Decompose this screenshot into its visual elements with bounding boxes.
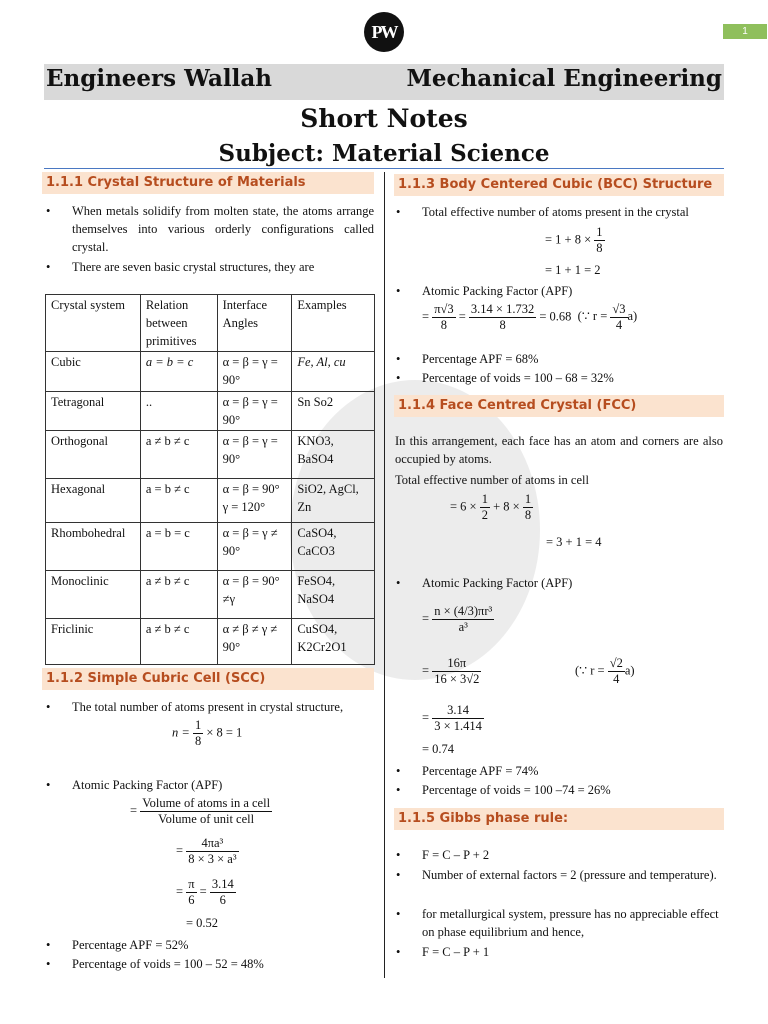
equation-step: = $\frac{\text{4πa³}}{\text{8 × 3 × a³}}$ [176, 836, 237, 866]
section-heading-1-1-4: 1.1.4 Face Centred Crystal (FCC) [394, 395, 724, 417]
table-header-row [46, 295, 375, 352]
table-cell: Orthogonal [46, 431, 141, 479]
table-cell: Monoclinic [46, 571, 141, 619]
table-cell: α = β = 90° γ = 120° [217, 479, 292, 523]
table-row [46, 523, 375, 571]
paragraph-text: In this arrangement, each face has an atom and corners are also occupied by atoms. [395, 434, 723, 466]
paragraph-text: Total effective number of atoms in cell [395, 473, 589, 487]
equation-result: = 0.74 [422, 742, 455, 756]
table-cell: Sn So2 [292, 392, 375, 431]
bullet-text: • Percentage of voids = 100 –74 = 26% [422, 781, 724, 799]
table-cell: Fe, Al, cu [292, 352, 375, 392]
title-divider [44, 168, 724, 169]
page-subtitle: Subject: Material Science [218, 140, 550, 167]
table-cell: α = β = 90° ≠γ [217, 571, 292, 619]
table-row [46, 392, 375, 431]
bullet-text: • F = C – P + 2 [422, 846, 724, 864]
table-row [46, 479, 375, 523]
bullet-text: • Percentage APF = 68% [422, 350, 724, 368]
table-header-cell: Examples [292, 295, 375, 352]
bullet-text: • There are seven basic crystal structures, they are [72, 258, 374, 276]
table-cell: Cubic [46, 352, 141, 392]
equation-n: n = $\frac{1}{8}$ × 8 = 1 [172, 718, 243, 748]
table-cell: KNO3, BaSO4 [292, 431, 375, 479]
header-banner [44, 64, 724, 100]
section-heading-1-1-3: 1.1.3 Body Centered Cubic (BCC) Structure [394, 174, 724, 196]
table-cell: Hexagonal [46, 479, 141, 523]
table-cell: a ≠ b ≠ c [140, 431, 217, 479]
table-cell: a ≠ b ≠ c [140, 619, 217, 665]
bullet-text: • Atomic Packing Factor (APF) [422, 282, 724, 300]
bullet-text: • Percentage APF = 52% [72, 936, 374, 954]
table-cell: α ≠ β ≠ γ ≠ 90° [217, 619, 292, 665]
column-divider [384, 172, 385, 978]
page-number: 1 [723, 24, 767, 39]
equation-step: = $\frac{16\pi}{16 \times 3√2}$ [422, 656, 480, 686]
bullet-text: • Atomic Packing Factor (APF) [422, 574, 724, 592]
equation-step: = $\frac{3.14}{3 \times 1.414}$ [422, 703, 482, 733]
table-cell: FeSO4, NaSO4 [292, 571, 375, 619]
table-cell: Tetragonal [46, 392, 141, 431]
table-row [46, 571, 375, 619]
branch-title: Mechanical Engineering [406, 65, 722, 92]
page-title: Short Notes [300, 104, 468, 133]
table-header-cell: Crystal system [46, 295, 141, 352]
equation-result: = 0.52 [186, 916, 219, 930]
table-cell: SiO2, AgCl, Zn [292, 479, 375, 523]
bullet-text: • Number of external factors = 2 (pressure and temperature). [422, 866, 724, 884]
equation-bcc-atoms: = 1 + 8 × $\frac{1}{8}$ [545, 225, 603, 255]
crystal-systems-table [45, 294, 375, 665]
bullet-text: • F = C – P + 1 [422, 943, 724, 961]
table-cell: a ≠ b ≠ c [140, 571, 217, 619]
bullet-text: • Percentage of voids = 100 – 52 = 48% [72, 955, 374, 973]
table-cell: α = β = γ = 90° [217, 431, 292, 479]
section-heading-1-1-1: 1.1.1 Crystal Structure of Materials [42, 172, 374, 194]
section-heading-1-1-2: 1.1.2 Simple Cubric Cell (SCC) [42, 668, 374, 690]
table-cell: Rhombohedral [46, 523, 141, 571]
table-cell: α = β = γ = 90° [217, 392, 292, 431]
table-header-cell: Relation between primitives [140, 295, 217, 352]
table-row [46, 352, 375, 392]
bullet-text: • Atomic Packing Factor (APF) [72, 776, 374, 794]
equation-step: = 1 + 1 = 2 [545, 263, 601, 277]
bullet-text: • Percentage of voids = 100 – 68 = 32% [422, 369, 724, 387]
pw-logo: PW [364, 12, 404, 52]
section-heading-1-1-5: 1.1.5 Gibbs phase rule: [394, 808, 724, 830]
table-cell: CuSO4, K2Cr2O1 [292, 619, 375, 665]
bullet-text: • When metals solidify from molten state, the atoms arrange themselves into various orderly configurations called crystal. [72, 202, 374, 256]
brand-title: Engineers Wallah [46, 65, 272, 92]
table-cell: .. [140, 392, 217, 431]
table-row [46, 431, 375, 479]
bullet-text: • for metallurgical system, pressure has no appreciable effect on phase equilibrium and hence, [422, 905, 724, 941]
bullet-text: • Total effective number of atoms present in the crystal [422, 203, 724, 221]
equation-radius-note: (∵ r = $\frac{√2}{4}$ a) [575, 656, 635, 686]
table-cell: α = β = γ ≠ 90° [217, 523, 292, 571]
table-cell: a = b = c [140, 523, 217, 571]
table-cell: a = b = c [140, 352, 217, 392]
table-cell: Friclinic [46, 619, 141, 665]
equation-step: = $\frac{\pi}{6}$ = $\frac{3.14}{6}$ [176, 877, 234, 907]
equation-bcc-apf: = $\frac{\pi√3}{8}$ = $\frac{3.14 \times 1.732}{8}$ = 0.68 (∵ r = $\frac{√3}{4}$ a) [422, 302, 638, 332]
equation-fcc-atoms: = 6 × $\frac{1}{2}$ + 8 × $\frac{1}{8}$ [450, 492, 532, 522]
table-cell: a = b ≠ c [140, 479, 217, 523]
bullet-text: • Percentage APF = 74% [422, 762, 724, 780]
equation-fcc-apf: = $\frac{\text{n × (4/3)πr³}}{\text{a³}}$ [422, 604, 493, 634]
bullet-text: • The total number of atoms present in crystal structure, [72, 698, 374, 716]
equation-step: = 3 + 1 = 4 [546, 535, 602, 549]
equation-apf: = $\frac{\text{Volume of atoms in a cell}}{\text{Volume of unit cell}}$ [130, 796, 271, 826]
table-header-cell: Interface Angles [217, 295, 292, 352]
table-cell: α = β = γ = 90° [217, 352, 292, 392]
table-cell: CaSO4, CaCO3 [292, 523, 375, 571]
table-row [46, 619, 375, 665]
